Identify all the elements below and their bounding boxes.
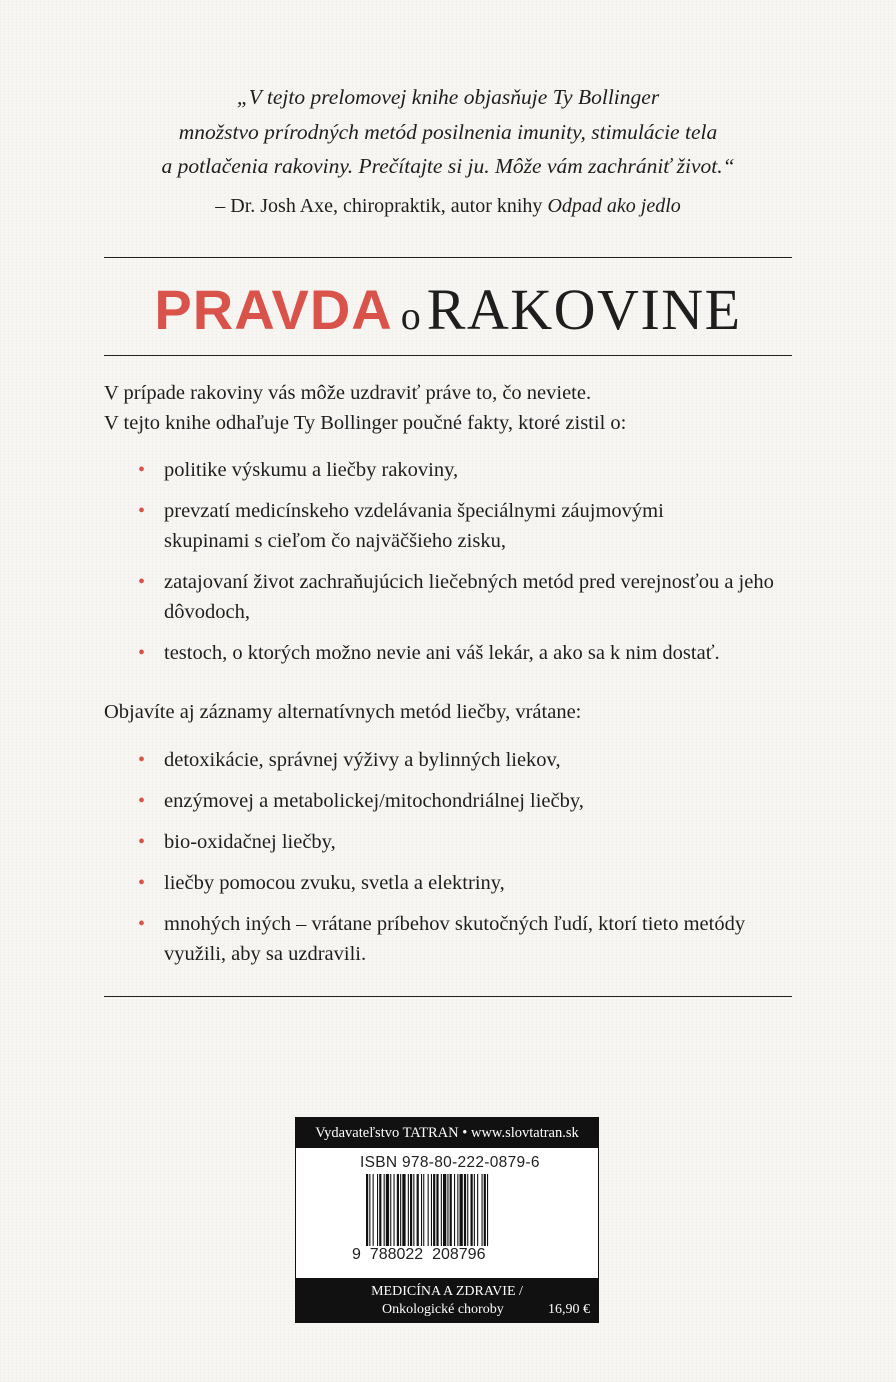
barcode-bar <box>397 1174 399 1246</box>
barcode-bar <box>443 1174 446 1246</box>
barcode-bar <box>441 1174 442 1246</box>
attribution-book-title: Odpad ako jedlo <box>547 195 681 217</box>
barcode-bar <box>460 1174 463 1246</box>
barcode-bar <box>433 1174 435 1246</box>
list-item <box>104 786 804 816</box>
publisher-bar <box>296 1118 598 1148</box>
bullet-icon: • <box>138 571 146 593</box>
publisher-website: www.slovtatran.sk <box>470 1125 579 1141</box>
book-title <box>104 276 792 346</box>
barcode-bar <box>390 1174 391 1246</box>
bullet-icon: • <box>138 790 146 812</box>
methods-list <box>104 745 804 980</box>
barcode-bar <box>457 1174 458 1246</box>
list-item <box>104 496 804 556</box>
barcode-bar <box>369 1174 370 1246</box>
title-word-o: o <box>400 293 421 338</box>
methods-intro <box>104 697 804 727</box>
bullet-icon: • <box>138 459 146 481</box>
barcode-bar <box>482 1174 483 1246</box>
barcode-bar <box>421 1174 422 1246</box>
list-item <box>104 638 804 668</box>
list-item <box>104 745 804 775</box>
bullet-icon: • <box>138 749 146 771</box>
barcode-bar <box>408 1174 409 1246</box>
barcode-box <box>295 1117 599 1323</box>
barcode-bar <box>484 1174 486 1246</box>
title-word-rakovine: RAKOVINE <box>426 277 742 342</box>
list-item <box>104 827 804 857</box>
barcode-icon <box>366 1174 532 1254</box>
quote-attribution <box>104 191 792 221</box>
list-item <box>104 455 804 485</box>
barcode-bar <box>384 1174 385 1246</box>
list-item-text: liečby pomocou zvuku, svetla a elektriny, <box>164 872 505 894</box>
category-main: MEDICÍNA A ZDRAVIE / <box>371 1284 523 1299</box>
list-item <box>104 868 804 898</box>
barcode-bar <box>436 1174 438 1246</box>
title-word-pravda: PRAVDA <box>154 278 393 341</box>
list-item-text: testoch, o ktorých možno nevie ani váš lekár, a ako sa k nim dostať. <box>164 642 720 664</box>
list-item-text: prevzatí medicínskeho vzdelávania špeciálnymi záujmovými skupinami s cieľom čo najväčšieho zisku, <box>164 500 664 552</box>
barcode-bar <box>447 1174 448 1246</box>
attribution-author: – Dr. Josh Axe, chiropraktik, autor knihy <box>215 195 543 217</box>
barcode-bar <box>474 1174 475 1246</box>
isbn-label: ISBN 978-80-222-0879-6 <box>360 1154 540 1171</box>
list-item-text: bio-oxidačnej liečby, <box>164 831 336 853</box>
list-item-text: detoxikácie, správnej výživy a bylinných liekov, <box>164 749 561 771</box>
bullet-icon: • <box>138 913 146 935</box>
divider-title-bottom <box>104 355 792 356</box>
barcode-bar <box>450 1174 452 1246</box>
endorsement-quote <box>104 80 792 184</box>
quote-line-2: množstvo prírodných metód posilnenia imunity, stimulácie tela <box>178 119 718 144</box>
barcode-bar <box>464 1174 466 1246</box>
barcode-bar <box>410 1174 412 1246</box>
separator-dot: • <box>462 1125 468 1141</box>
divider-top <box>104 257 792 258</box>
price: 16,90 € <box>548 1302 590 1317</box>
facts-list <box>104 455 804 679</box>
category-bar <box>296 1278 598 1322</box>
barcode-bar <box>487 1174 488 1246</box>
quote-line-1: „V tejto prelomovej knihe objasňuje Ty Bollinger <box>236 85 660 109</box>
list-item-text: mnohých iných – vrátane príbehov skutočných ľudí, ktorí tieto metódy využili, aby sa uzdravili. <box>164 913 746 965</box>
barcode-bar <box>423 1174 424 1246</box>
list-item <box>104 567 804 627</box>
category-sub: Onkologické choroby <box>382 1302 504 1317</box>
barcode-bar <box>402 1174 405 1246</box>
barcode-bar <box>394 1174 395 1246</box>
list-item-text: zatajovaní život zachraňujúcich liečebných metód pred verejnosťou a jeho dôvodoch, <box>164 571 774 623</box>
barcode-bar <box>477 1174 478 1246</box>
barcode-bar <box>471 1174 473 1246</box>
bullet-icon: • <box>138 831 146 853</box>
methods-intro-text: Objavíte aj záznamy alternatívnych metód liečby, vrátane: <box>104 701 582 723</box>
quote-line-3: a potlačenia rakoviny. Prečítajte si ju. Môže vám zachrániť život.“ <box>161 154 735 178</box>
bullet-icon: • <box>138 642 146 664</box>
barcode-bar <box>379 1174 381 1246</box>
barcode-bar <box>377 1174 378 1246</box>
bullet-icon: • <box>138 872 146 894</box>
barcode-bar <box>413 1174 414 1246</box>
list-item-text: enzýmovej a metabolickej/mitochondriálnej liečby, <box>164 790 584 812</box>
barcode-bar <box>467 1174 468 1246</box>
barcode-bar <box>386 1174 389 1246</box>
barcode-digits: 9 788022 208796 <box>352 1246 486 1263</box>
intro-paragraph <box>104 378 804 438</box>
list-item-text: politike výskumu a liečby rakoviny, <box>164 459 459 481</box>
publisher-name: Vydavateľstvo TATRAN <box>315 1125 459 1141</box>
barcode-bar <box>366 1174 368 1246</box>
barcode-bar <box>431 1174 432 1246</box>
intro-line-2: V tejto knihe odhaľuje Ty Bollinger poučné fakty, ktoré zistil o: <box>104 412 627 434</box>
barcode-bar <box>373 1174 374 1246</box>
bullet-icon: • <box>138 500 146 522</box>
barcode-bar <box>428 1174 429 1246</box>
list-item <box>104 909 804 969</box>
barcode-bar <box>417 1174 419 1246</box>
barcode-bar <box>454 1174 455 1246</box>
divider-bottom <box>104 996 792 997</box>
barcode-bar <box>400 1174 401 1246</box>
intro-line-1: V prípade rakoviny vás môže uzdraviť práve to, čo neviete. <box>104 382 592 404</box>
